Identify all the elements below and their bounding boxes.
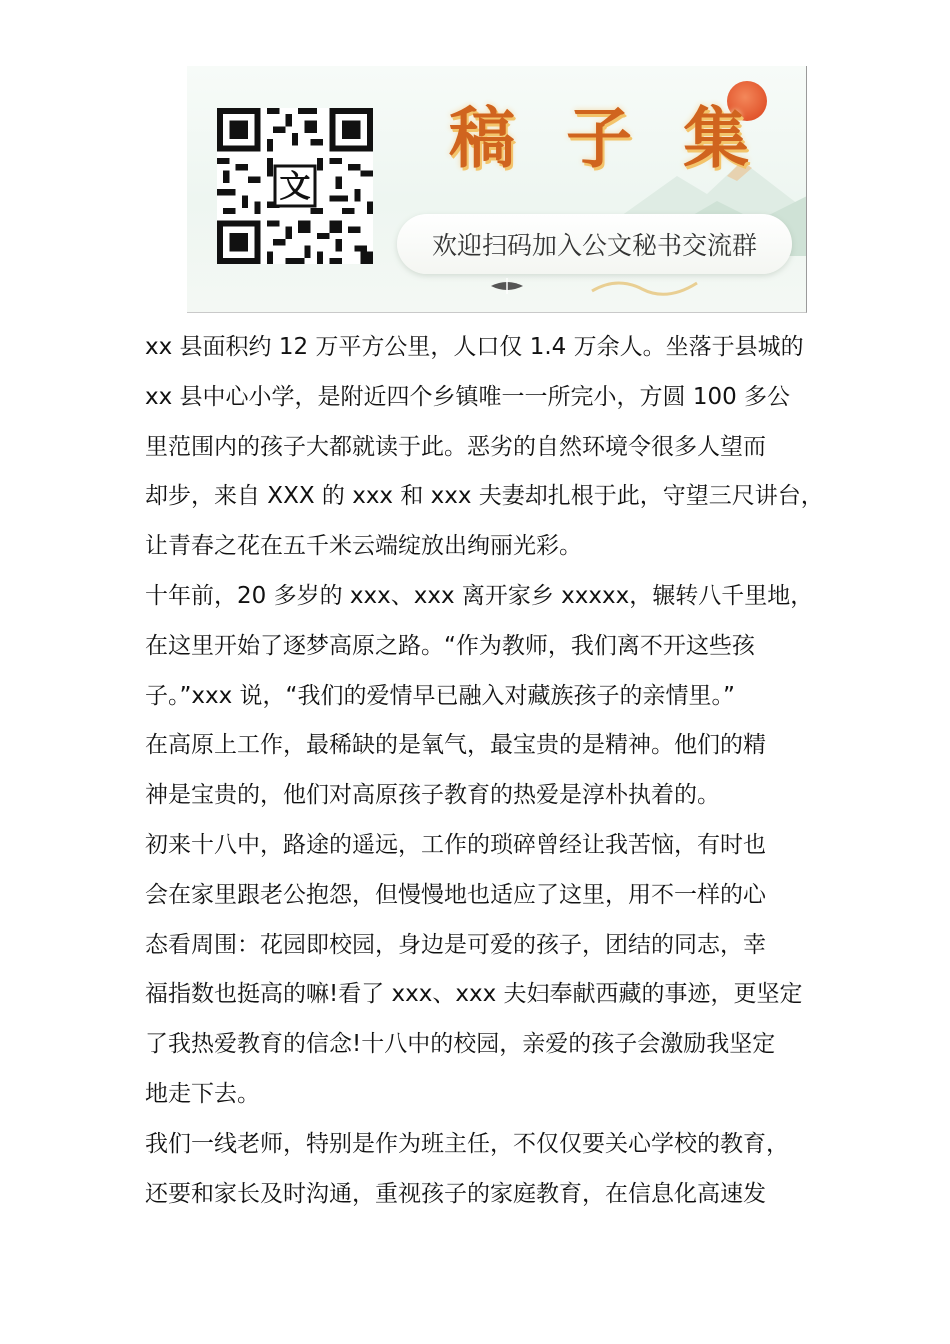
text-line: 会在家里跟老公抱怨，但慢慢地也适应了这里，用不一样的心 [145, 881, 766, 908]
ornament-icon [487, 276, 527, 296]
banner-title-char: 子 [566, 99, 632, 177]
text-line: 里范围内的孩子大都就读于此。恶劣的自然环境令很多人望而 [145, 433, 766, 460]
text-line: 初来十八中，路途的遥远，工作的琐碎曾经让我苦恼，有时也 [145, 831, 766, 858]
text-line: 福指数也挺高的嘛!看了 xxx、xxx 夫妇奉献西藏的事迹，更坚定 [145, 981, 803, 1008]
text-line: 在这里开始了逐梦高原之路。“作为教师，我们离不开这些孩 [145, 632, 755, 659]
paragraph [145, 572, 825, 821]
qr-center-glyph: 文 [279, 169, 311, 206]
text-line: 态看周围：花园即校园，身边是可爱的孩子，团结的同志，幸 [145, 931, 766, 958]
text-line: 在高原上工作，最稀缺的是氧气，最宝贵的是精神。他们的精 [145, 732, 766, 759]
cloud-swirl-decoration [587, 271, 707, 301]
text-line: 我们一线老师，特别是作为班主任，不仅仅要关心学校的教育， [145, 1130, 789, 1157]
banner-title-char: 稿 [449, 99, 515, 177]
paragraph [145, 821, 825, 1120]
banner-title-char: 集 [683, 99, 749, 177]
text-line: 却步，来自 XXX 的 xxx 和 xxx 夫妻却扎根于此，守望三尺讲台， [145, 483, 824, 510]
text-line: 让青春之花在五千米云端绽放出绚丽光彩。 [145, 533, 582, 560]
text-line: 地走下去。 [145, 1080, 260, 1107]
text-line: 神是宝贵的，他们对高原孩子教育的热爱是淳朴执着的。 [145, 782, 720, 809]
text-line: 子。”xxx 说，“我们的爱情早已融入对藏族孩子的亲情里。” [145, 682, 735, 709]
banner-title [449, 92, 749, 184]
text-line: xx 县面积约 12 万平方公里，人口仅 1.4 万余人。坐落于县城的 [145, 334, 804, 360]
text-line: 还要和家长及时沟通，重视孩子的家庭教育，在信息化高速发 [145, 1180, 766, 1207]
slogan-plaque [397, 214, 792, 274]
paragraph [145, 323, 825, 572]
text-line: 了我热爱教育的信念!十八中的校园，亲爱的孩子会激励我坚定 [145, 1031, 776, 1058]
paragraph [145, 1120, 825, 1220]
promo-banner [187, 66, 807, 313]
qr-code[interactable] [217, 108, 373, 264]
slogan-text: 欢迎扫码加入公文秘书交流群 [431, 231, 757, 260]
text-line: 十年前，20 多岁的 xxx、xxx 离开家乡 xxxxx，辗转八千里地， [145, 582, 814, 609]
article-body [145, 323, 825, 1219]
text-line: xx 县中心小学，是附近四个乡镇唯一一所完小，方圆 100 多公 [145, 383, 791, 410]
